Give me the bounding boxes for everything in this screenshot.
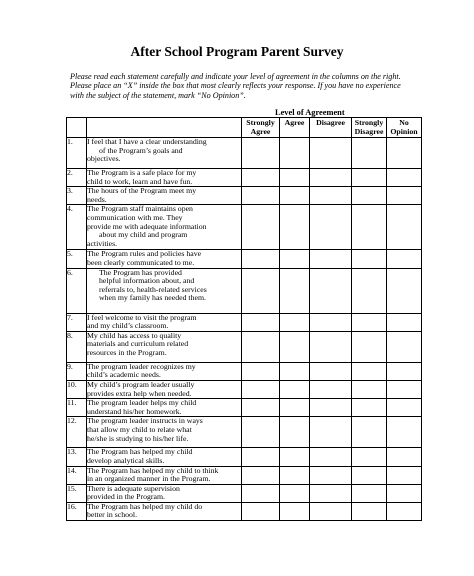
statement-line: provides extra help when needed. <box>87 388 192 398</box>
header-row <box>67 118 422 138</box>
answer-box-agree[interactable] <box>280 484 310 502</box>
statement-line: I feel that I have a clear understanding <box>87 137 207 146</box>
survey-row <box>67 138 422 169</box>
survey-row <box>67 502 422 520</box>
survey-row <box>67 205 422 250</box>
answer-box-strongly-agree[interactable] <box>242 313 280 331</box>
answer-box-strongly-agree[interactable] <box>242 169 280 187</box>
header-strongly-agree <box>242 118 280 138</box>
survey-row <box>67 466 422 484</box>
level-of-agreement-label: Level of Agreement <box>275 108 345 117</box>
answer-box-strongly-agree[interactable] <box>242 502 280 520</box>
statement-line: child’s academic needs. <box>87 370 161 380</box>
statement-line: helpful information about, and <box>99 276 195 286</box>
answer-box-disagree[interactable] <box>310 448 352 466</box>
statement-line: when my family has needed them. <box>99 293 206 303</box>
statement-cell <box>87 417 242 448</box>
answer-box-no-opinion[interactable] <box>387 187 422 205</box>
answer-box-disagree[interactable] <box>310 417 352 448</box>
statement-line: referrals to, health-related services <box>99 284 207 294</box>
answer-box-strongly-agree[interactable] <box>242 417 280 448</box>
answer-box-disagree[interactable] <box>310 362 352 380</box>
header-line: Strongly <box>354 118 384 127</box>
survey-row <box>67 380 422 398</box>
answer-box-no-opinion[interactable] <box>387 399 422 417</box>
statement-line: My child’s program leader usually <box>87 379 195 389</box>
answer-box-strongly-disagree[interactable] <box>352 169 387 187</box>
header-disagree <box>310 118 352 138</box>
header-line: No <box>399 118 409 127</box>
statement-cell <box>87 205 242 250</box>
row-number: 8. <box>67 331 87 362</box>
survey-row <box>67 169 422 187</box>
answer-box-disagree[interactable] <box>310 138 352 169</box>
statement-line: materials and curriculum related <box>87 339 189 349</box>
answer-box-no-opinion[interactable] <box>387 169 422 187</box>
answer-box-strongly-agree[interactable] <box>242 399 280 417</box>
statement-cell <box>87 380 242 398</box>
survey-row <box>67 484 422 502</box>
answer-box-strongly-disagree[interactable] <box>352 268 387 313</box>
answer-box-strongly-disagree[interactable] <box>352 380 387 398</box>
answer-box-strongly-disagree[interactable] <box>352 399 387 417</box>
statement-line: about my child and program <box>99 230 188 240</box>
header-number <box>67 118 87 138</box>
answer-box-agree[interactable] <box>280 268 310 313</box>
statement-line: The program leader recognizes my <box>87 361 196 371</box>
survey-row <box>67 399 422 417</box>
answer-box-no-opinion[interactable] <box>387 448 422 466</box>
answer-box-strongly-disagree[interactable] <box>352 448 387 466</box>
header-no-opinion <box>387 118 422 138</box>
statement-line: The Program has provided <box>99 267 182 277</box>
row-number: 7. <box>67 313 87 331</box>
header-line: Opinion <box>390 126 418 136</box>
statement-cell <box>87 250 242 268</box>
answer-box-agree[interactable] <box>280 417 310 448</box>
statement-line: activities. <box>87 238 118 248</box>
answer-box-disagree[interactable] <box>310 187 352 205</box>
answer-box-no-opinion[interactable] <box>387 313 422 331</box>
statement-line: objectives. <box>87 154 121 164</box>
row-number: 4. <box>67 205 87 250</box>
statement-line: provided in the Program. <box>87 492 165 502</box>
answer-box-agree[interactable] <box>280 187 310 205</box>
statement-cell <box>87 399 242 417</box>
row-number: 10. <box>67 380 87 398</box>
answer-box-agree[interactable] <box>280 138 310 169</box>
answer-box-strongly-agree[interactable] <box>242 138 280 169</box>
statement-line: The Program is a safe place for my <box>87 168 197 177</box>
answer-box-strongly-disagree[interactable] <box>352 362 387 380</box>
answer-box-agree[interactable] <box>280 313 310 331</box>
statement-line: My child has access to quality <box>87 330 182 340</box>
answer-box-no-opinion[interactable] <box>387 138 422 169</box>
statement-line: child to work, learn and have fun. <box>87 176 193 186</box>
answer-box-strongly-agree[interactable] <box>242 380 280 398</box>
statement-line: The hours of the Program meet my <box>87 186 197 196</box>
instructions <box>70 72 410 100</box>
document-title: After School Program Parent Survey <box>130 44 344 59</box>
answer-box-strongly-agree[interactable] <box>242 448 280 466</box>
statement-line: The program leader instructs in ways <box>87 416 203 426</box>
statement-cell <box>87 268 242 313</box>
header-strongly-disagree <box>352 118 387 138</box>
row-number: 6. <box>67 268 87 313</box>
instruction-line: with the subject of the statement, mark “No Opinion”. <box>70 90 246 100</box>
answer-box-strongly-agree[interactable] <box>242 268 280 313</box>
statement-cell <box>87 187 242 205</box>
survey-row <box>67 448 422 466</box>
survey-row <box>67 331 422 362</box>
statement-line: resources in the Program. <box>87 347 167 357</box>
survey-body <box>67 138 422 521</box>
answer-box-strongly-disagree[interactable] <box>352 417 387 448</box>
statement-line: and my child’s classroom. <box>87 321 169 331</box>
answer-box-strongly-agree[interactable] <box>242 205 280 250</box>
statement-line: I feel welcome to visit the program <box>87 312 197 322</box>
statement-line: he/she is studying to his/her life. <box>87 433 189 443</box>
statement-cell <box>87 169 242 187</box>
statement-cell <box>87 448 242 466</box>
answer-box-no-opinion[interactable] <box>387 250 422 268</box>
header-line: Disagree <box>354 126 384 136</box>
statement-line: of the Program’s goals and <box>99 145 183 155</box>
answer-box-agree[interactable] <box>280 466 310 484</box>
answer-box-strongly-disagree[interactable] <box>352 313 387 331</box>
statement-cell <box>87 138 242 169</box>
answer-box-agree[interactable] <box>280 205 310 250</box>
answer-box-disagree[interactable] <box>310 380 352 398</box>
answer-box-no-opinion[interactable] <box>387 466 422 484</box>
answer-box-strongly-agree[interactable] <box>242 331 280 362</box>
answer-box-agree[interactable] <box>280 448 310 466</box>
statement-cell <box>87 484 242 502</box>
instruction-line: Please read each statement carefully and indicate your level of agreement in the columns on the right. <box>70 72 401 81</box>
header-line: Agree <box>284 118 305 127</box>
answer-box-agree[interactable] <box>280 502 310 520</box>
statement-line: in an organized manner in the Program. <box>87 474 211 484</box>
answer-box-strongly-agree[interactable] <box>242 484 280 502</box>
answer-box-no-opinion[interactable] <box>387 362 422 380</box>
instruction-line: Please place an “X” inside the box that most clearly reflects your response. If you have no experience <box>70 81 401 91</box>
survey-row <box>67 250 422 268</box>
row-number: 3. <box>67 187 87 205</box>
statement-line: The program leader helps my child <box>87 398 197 408</box>
answer-box-strongly-disagree[interactable] <box>352 205 387 250</box>
statement-line: There is adequate supervision <box>87 483 180 493</box>
statement-line: communication with me. They <box>87 212 183 222</box>
row-number: 11. <box>67 399 87 417</box>
answer-box-disagree[interactable] <box>310 250 352 268</box>
answer-box-disagree[interactable] <box>310 331 352 362</box>
answer-box-strongly-disagree[interactable] <box>352 331 387 362</box>
statement-line: better in school. <box>87 510 138 520</box>
answer-box-agree[interactable] <box>280 169 310 187</box>
answer-box-no-opinion[interactable] <box>387 502 422 520</box>
answer-box-agree[interactable] <box>280 331 310 362</box>
answer-box-disagree[interactable] <box>310 268 352 313</box>
survey-table <box>66 117 422 521</box>
answer-box-disagree[interactable] <box>310 502 352 520</box>
answer-box-disagree[interactable] <box>310 466 352 484</box>
statement-line: needs. <box>87 194 107 204</box>
answer-box-disagree[interactable] <box>310 399 352 417</box>
answer-box-no-opinion[interactable] <box>387 331 422 362</box>
header-line: Disagree <box>316 118 345 127</box>
row-number: 12. <box>67 417 87 448</box>
answer-box-agree[interactable] <box>280 250 310 268</box>
answer-box-no-opinion[interactable] <box>387 205 422 250</box>
statement-cell <box>87 331 242 362</box>
answer-box-agree[interactable] <box>280 362 310 380</box>
answer-box-disagree[interactable] <box>310 313 352 331</box>
survey-row <box>67 313 422 331</box>
statement-line: provide me with adequate information <box>87 221 207 231</box>
row-number: 13. <box>67 448 87 466</box>
row-number: 2. <box>67 169 87 187</box>
statement-cell <box>87 313 242 331</box>
survey-row <box>67 417 422 448</box>
answer-box-no-opinion[interactable] <box>387 380 422 398</box>
answer-box-no-opinion[interactable] <box>387 268 422 313</box>
row-number: 1. <box>67 138 87 169</box>
answer-box-agree[interactable] <box>280 399 310 417</box>
answer-box-strongly-disagree[interactable] <box>352 138 387 169</box>
statement-line: understand his/her homework. <box>87 406 182 416</box>
answer-box-disagree[interactable] <box>310 205 352 250</box>
statement-line: develop analytical skills. <box>87 455 165 465</box>
header-statement <box>87 118 242 138</box>
answer-box-strongly-disagree[interactable] <box>352 250 387 268</box>
statement-line: been clearly communicated to me. <box>87 257 195 267</box>
statement-cell <box>87 502 242 520</box>
survey-row <box>67 362 422 380</box>
row-number: 14. <box>67 466 87 484</box>
answer-box-disagree[interactable] <box>310 169 352 187</box>
statement-line: The Program has helped my child to think <box>87 465 219 475</box>
survey-row <box>67 268 422 313</box>
survey-row <box>67 187 422 205</box>
answer-box-no-opinion[interactable] <box>387 484 422 502</box>
answer-box-strongly-agree[interactable] <box>242 250 280 268</box>
answer-box-strongly-disagree[interactable] <box>352 484 387 502</box>
row-number: 16. <box>67 502 87 520</box>
statement-line: The Program has helped my child <box>87 447 193 457</box>
row-number: 15. <box>67 484 87 502</box>
answer-box-strongly-disagree[interactable] <box>352 187 387 205</box>
header-line: Strongly <box>246 118 275 127</box>
statement-line: The Program staff maintains open <box>87 204 193 214</box>
answer-box-disagree[interactable] <box>310 484 352 502</box>
answer-box-strongly-agree[interactable] <box>242 466 280 484</box>
statement-line: The Program has helped my child do <box>87 501 203 511</box>
answer-box-strongly-agree[interactable] <box>242 187 280 205</box>
statement-cell <box>87 362 242 380</box>
statement-cell <box>87 466 242 484</box>
answer-box-strongly-disagree[interactable] <box>352 502 387 520</box>
statement-line: that allow my child to relate what <box>87 424 192 434</box>
header-agree <box>280 118 310 138</box>
answer-box-strongly-disagree[interactable] <box>352 466 387 484</box>
row-number: 9. <box>67 362 87 380</box>
row-number: 5. <box>67 250 87 268</box>
answer-box-agree[interactable] <box>280 380 310 398</box>
answer-box-strongly-agree[interactable] <box>242 362 280 380</box>
header-line: Agree <box>250 126 271 136</box>
statement-line: The Program rules and policies have <box>87 249 202 259</box>
answer-box-no-opinion[interactable] <box>387 417 422 448</box>
